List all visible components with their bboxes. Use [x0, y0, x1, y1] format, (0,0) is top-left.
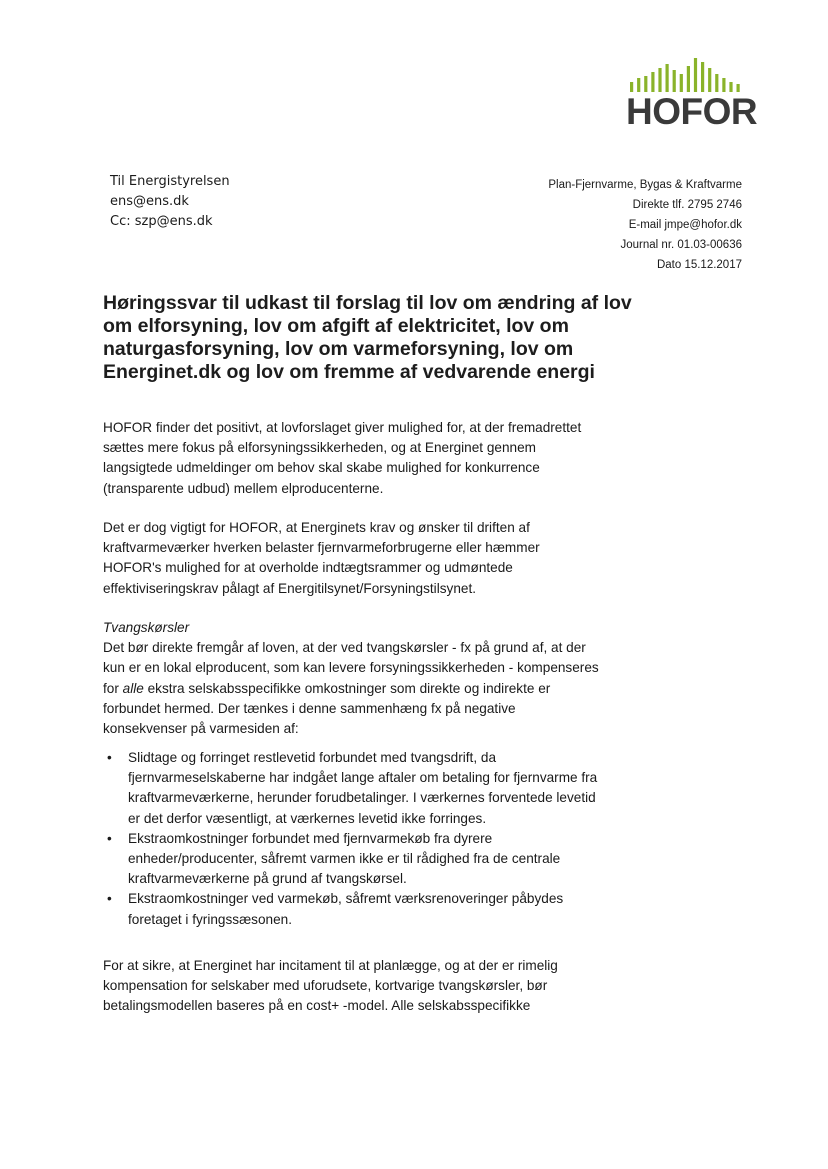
text-line: kraftvarmeværkerne, herunder forudbetalinger. I værkernes forventede levetid	[128, 790, 596, 806]
logo-bar	[673, 70, 676, 92]
sender-phone: Direkte tlf. 2795 2746	[632, 199, 742, 211]
sender-block	[548, 175, 742, 275]
text-line: enheder/producenter, såfremt varmen ikke er til rådighed fra de centrale	[128, 851, 561, 867]
bullet-icon: •	[107, 750, 112, 765]
text-line: betalingsmodellen baseres på en cost+ -model. Alle selskabsspecifikke	[103, 998, 531, 1014]
sender-department: Plan-Fjernvarme, Bygas & Kraftvarme	[548, 179, 742, 191]
text-line: Ekstraomkostninger forbundet med fjernvarmekøb fra dyrere	[128, 830, 493, 846]
text-line: effektiviseringskrav pålagt af Energitilsynet/Forsyningstilsynet.	[103, 580, 476, 596]
text-line: (transparente udbud) mellem elproducenterne.	[103, 480, 384, 496]
logo-bar	[644, 76, 647, 92]
recipient-email: ens@ens.dk	[110, 194, 189, 209]
section-tvangskoersler	[103, 618, 643, 739]
logo-bar	[680, 74, 683, 92]
list-item	[103, 889, 597, 929]
document-title	[103, 292, 663, 384]
text-line: forbundet hermed. Der tænkes i denne sammenhæng fx på negative	[103, 700, 516, 716]
title-line: Energinet.dk og lov om fremme af vedvarende energi	[103, 361, 595, 383]
sender-journal: Journal nr. 01.03-00636	[620, 239, 742, 251]
text-segment: ekstra selskabsspecifikke omkostninger som direkte og indirekte er	[143, 680, 551, 696]
text-line: konsekvenser på varmesiden af:	[103, 721, 299, 737]
title-line: om elforsyning, lov om afgift af elektricitet, lov om	[103, 315, 569, 337]
logo-bar	[651, 72, 654, 92]
text-line: For at sikre, at Energinet har incitament til at planlægge, og at der er rimelig	[103, 958, 558, 973]
text-line: kompensation for selskaber med uforudsete, kortvarige tvangskørsler, bør	[103, 978, 548, 994]
text-line: kun er en lokal elproducent, som kan levere forsyningssikkerheden - kompenseres	[103, 660, 599, 676]
text-line: sættes mere fokus på elforsyningssikkerheden, og at Energinet gennem	[103, 440, 536, 456]
list-item	[103, 748, 597, 829]
bullet-icon: •	[107, 891, 112, 907]
text-line: kraftvarmeværker hverken belaster fjernvarmeforbrugerne eller hæmmer	[103, 540, 540, 556]
title-line: naturgasforsyning, lov om varmeforsyning, lov om	[103, 338, 574, 360]
recipient-cc: Cc: szp@ens.dk	[110, 214, 213, 229]
emphasis-text: alle	[122, 680, 144, 696]
paragraph-intro	[103, 418, 643, 499]
paragraph-concern	[103, 518, 643, 599]
text-line: er det derfor væsentligt, at værkernes levetid ikke forringes.	[128, 810, 487, 826]
text-line: Det er dog vigtigt for HOFOR, at Energinets krav og ønsker til driften af	[103, 520, 530, 535]
logo-bar	[687, 66, 690, 92]
logo-text: HOFOR	[626, 91, 758, 132]
text-line: Ekstraomkostninger ved varmekøb, såfremt værksrenoveringer påbydes	[128, 891, 564, 907]
text-line	[103, 679, 643, 699]
logo-bar	[694, 58, 697, 92]
bullet-icon: •	[107, 830, 112, 846]
title-line: Høringssvar til udkast til forslag til lov om ændring af lov	[103, 292, 632, 314]
logo-bars-icon	[630, 56, 744, 92]
logo-bar	[708, 68, 711, 92]
hofor-logo	[626, 56, 758, 132]
logo-bar	[701, 62, 704, 92]
text-line: Slidtage og forringet restlevetid forbundet med tvangsdrift, da	[128, 750, 497, 765]
section-heading: Tvangskørsler	[103, 620, 190, 635]
logo-bar	[715, 74, 718, 92]
paragraph-recommendation	[103, 956, 643, 1017]
sender-email: E-mail jmpe@hofor.dk	[628, 219, 742, 231]
text-line: Det bør direkte fremgår af loven, at der ved tvangskørsler - fx på grund af, at der	[103, 640, 586, 656]
logo-bar	[666, 64, 669, 92]
logo-bar	[658, 68, 661, 92]
logo-bar	[637, 78, 640, 92]
text-line: HOFOR finder det positivt, at lovforslaget giver mulighed for, at der fremadrettet	[103, 420, 582, 435]
consequence-list	[103, 748, 597, 930]
recipient-name: Til Energistyrelsen	[110, 174, 230, 189]
logo-bar	[722, 78, 725, 92]
text-line: foretaget i fyringssæsonen.	[128, 911, 292, 927]
text-line: HOFOR's mulighed for at overholde indtægtsrammer og udmøntede	[103, 560, 513, 576]
list-item	[103, 829, 597, 890]
text-line: langsigtede udmeldinger om behov skal skabe mulighed for konkurrence	[103, 460, 540, 476]
text-line: fjernvarmeselskaberne har indgået lange aftaler om betaling for fjernvarme fra	[128, 770, 598, 786]
text-line: kraftvarmeværkerne på grund af tvangskørsel.	[128, 871, 407, 887]
text-segment: for	[103, 680, 123, 696]
recipient-block	[110, 172, 230, 232]
sender-date: Dato 15.12.2017	[656, 259, 742, 271]
